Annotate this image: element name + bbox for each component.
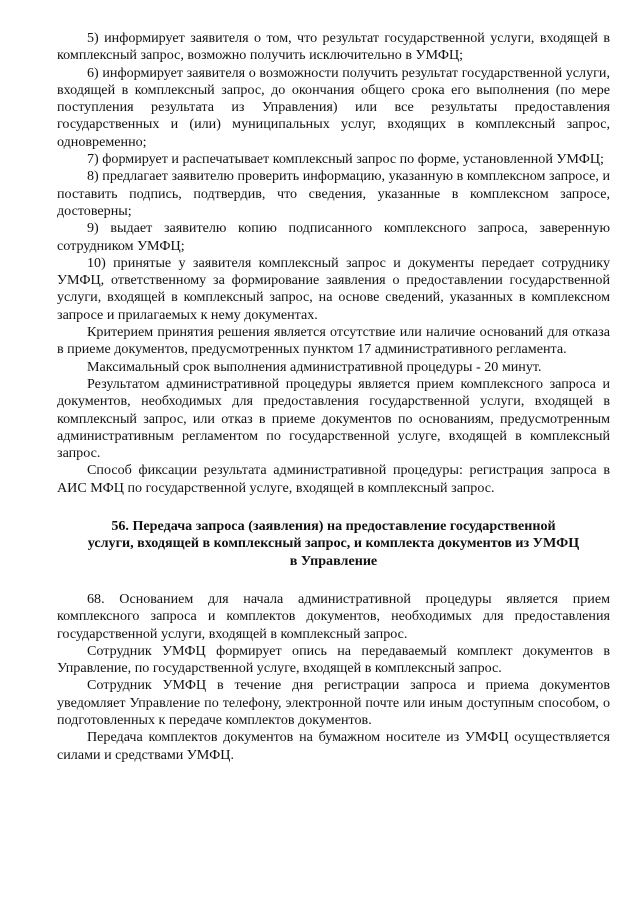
paragraph-item-8: 8) предлагает заявителю проверить информацию, указанную в комплексном запросе, и поставить подпись, подтвердив, что сведения, указанные в комплексном запросе, достоверны; <box>57 168 610 219</box>
paragraph-result-recording: Способ фиксации результата административной процедуры: регистрация запроса в АИС МФЦ по государственной услуге, входящей в комплексный запрос. <box>57 462 610 496</box>
paragraph-max-duration: Максимальный срок выполнения административной процедуры - 20 минут. <box>87 358 542 375</box>
paragraph-item-5: 5) информирует заявителя о том, что результат государственной услуги, входящей в комплексный запрос, возможно получить исключительно в УМФЦ; <box>57 30 610 64</box>
paragraph-transfer: Передача комплектов документов на бумажном носителе из УМФЦ осуществляется силами и средствами УМФЦ. <box>57 729 610 763</box>
paragraph-inventory: Сотрудник УМФЦ формирует опись на передаваемый комплект документов в Управление, по государственной услуге, входящей в комплексный запрос. <box>57 642 610 677</box>
paragraph-decision-criteria: Критерием принятия решения является отсутствие или наличие оснований для отказа в приеме документов, предусмотренных пунктом 17 административного регламента. <box>57 324 610 358</box>
paragraph-item-7: 7) формирует и распечатывает комплексный запрос по форме, установленной УМФЦ; <box>87 151 604 168</box>
paragraph-68: 68. Основанием для начала административной процедуры является прием комплексного запроса и комплектов документов, необходимых для предоставления государственной услуги, входящей в комплексный запрос. <box>57 590 610 642</box>
section-heading: 56. Передача запроса (заявления) на предоставление государственной услуги, входящей в комплексный запрос, и комплекта документов из УМФЦ в Управление <box>87 518 580 569</box>
paragraph-notification: Сотрудник УМФЦ в течение дня регистрации запроса и приема документов уведомляет Управление по телефону, электронной почте или иным доступным способом, о подготовленных к передаче комплектов документов. <box>57 677 610 728</box>
paragraph-item-6: 6) информирует заявителя о возможности получить результат государственной услуги, входящей в комплексный запрос, до окончания общего срока его выполнения (по мере поступления результата из Управления) или все результаты предоставления государственных и (или) муниципальных услуг, входящих в комплексный запрос, одновременно; <box>57 64 610 150</box>
paragraph-item-9: 9) выдает заявителю копию подписанного комплексного запроса, заверенную сотрудником УМФЦ; <box>57 220 610 254</box>
paragraph-item-10: 10) принятые у заявителя комплексный запрос и документы передает сотруднику УМФЦ, ответственному за формирование заявления о предоставлении государственной услуги, входящей в комплексный запрос, на основе сведений, указанных в комплексном запросе и прилагаемых к нему документах. <box>57 254 610 323</box>
paragraph-procedure-result: Результатом административной процедуры является прием комплексного запроса и документов, необходимых для предоставления государственной услуги, входящей в комплексный запрос, или отказ в приеме документов по основаниям, предусмотренным административным регламентом по государственной услуге, входящей в комплексный запрос. <box>57 375 610 462</box>
document-page <box>57 30 610 764</box>
